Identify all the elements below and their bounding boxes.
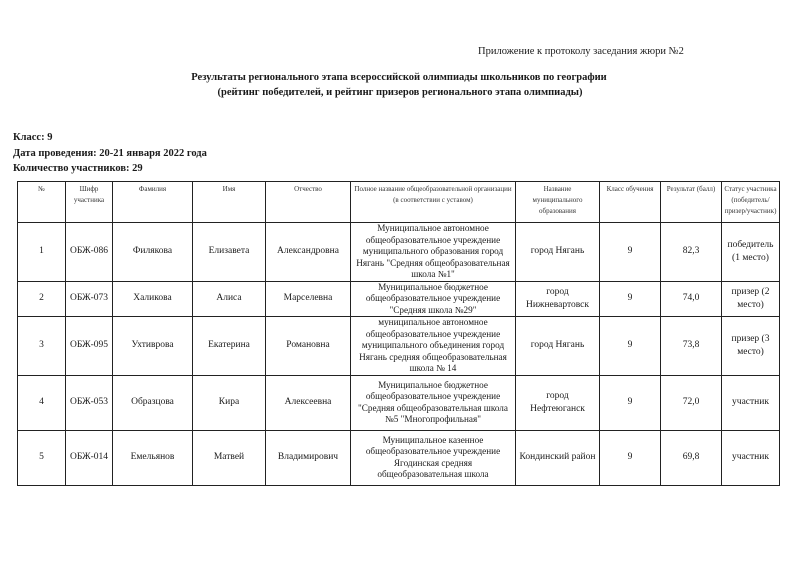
cell-grade: 9 [600,223,661,282]
cell-patronymic: Романовна [266,317,351,376]
cell-organization: Муниципальное бюджетное общеобразовательное учреждение "Средняя школа №29" [351,281,516,317]
cell-code: ОБЖ-073 [66,281,113,317]
meta-info [13,130,207,177]
cell-score: 74,0 [661,281,722,317]
table-row [18,375,780,430]
cell-municipality: город Нягань [516,317,600,376]
cell-surname: Халикова [113,281,193,317]
title-line-1: Результаты регионального этапа всероссийской олимпиады школьников по географии [191,72,607,83]
cell-organization: муниципальное автономное общеобразовательное учреждение муниципального объединения город Нягань средняя общеобразовательная школа № 14 [351,317,516,376]
cell-patronymic: Марселевна [266,281,351,317]
cell-score: 69,8 [661,430,722,485]
cell-grade: 9 [600,430,661,485]
cell-organization: Муниципальное казенное общеобразовательное учреждение Ягодинская средняя общеобразовательная школа [351,430,516,485]
cell-patronymic: Владимирович [266,430,351,485]
cell-municipality: Кондинский район [516,430,600,485]
cell-surname: Ухтиврова [113,317,193,376]
participants-label: Количество участников: 29 [13,163,143,174]
table-row [18,430,780,485]
header-surname: Фамилия [113,182,193,223]
header-code: Шифр участника [66,182,113,223]
cell-score: 82,3 [661,223,722,282]
title-line-2: (рейтинг победителей, и рейтинг призеров регионального этапа олимпиады) [217,87,583,98]
cell-patronymic: Алексеевна [266,375,351,430]
cell-score: 73,8 [661,317,722,376]
cell-organization: Муниципальное автономное общеобразовательное учреждение муниципального образования город Нягань "Средняя общеобразовательная школа №1" [351,223,516,282]
header-num: № [18,182,66,223]
cell-grade: 9 [600,375,661,430]
cell-status: победитель (1 место) [722,223,780,282]
cell-code: ОБЖ-053 [66,375,113,430]
cell-num: 2 [18,281,66,317]
header-grade: Класс обучения [600,182,661,223]
table-row [18,223,780,282]
document-title [0,70,800,100]
date-label: Дата проведения: 20-21 января 2022 года [13,147,207,159]
cell-surname: Филякова [113,223,193,282]
header-organization: Полное название общеобразовательной организации (в соответствии с уставом) [351,182,516,223]
cell-name: Алиса [193,281,266,317]
cell-municipality: город Нефтеюганск [516,375,600,430]
header-municipality: Название муниципального образования [516,182,600,223]
cell-status: призер (3 место) [722,317,780,376]
cell-name: Кира [193,375,266,430]
results-table [17,181,780,486]
cell-num: 3 [18,317,66,376]
cell-name: Матвей [193,430,266,485]
cell-organization: Муниципальное бюджетное общеобразовательное учреждение "Средняя общеобразовательная школа №5 "Многопрофильная" [351,375,516,430]
cell-municipality: город Нижневартовск [516,281,600,317]
header-patronymic: Отчество [266,182,351,223]
appendix-note: Приложение к протоколу заседания жюри №2 [478,46,684,57]
cell-code: ОБЖ-014 [66,430,113,485]
cell-patronymic: Александровна [266,223,351,282]
cell-status: призер (2 место) [722,281,780,317]
cell-score: 72,0 [661,375,722,430]
table-row [18,317,780,376]
cell-code: ОБЖ-095 [66,317,113,376]
header-score: Результат (балл) [661,182,722,223]
cell-surname: Образцова [113,375,193,430]
cell-num: 5 [18,430,66,485]
cell-name: Елизавета [193,223,266,282]
cell-surname: Емельянов [113,430,193,485]
cell-name: Екатерина [193,317,266,376]
cell-grade: 9 [600,281,661,317]
cell-code: ОБЖ-086 [66,223,113,282]
cell-num: 1 [18,223,66,282]
cell-status: участник [722,430,780,485]
cell-municipality: город Нягань [516,223,600,282]
table-row [18,281,780,317]
table-header-row [18,182,780,223]
class-label: Класс: 9 [13,132,53,143]
header-name: Имя [193,182,266,223]
cell-status: участник [722,375,780,430]
cell-grade: 9 [600,317,661,376]
cell-num: 4 [18,375,66,430]
header-status: Статус участника (победитель/призер/участник) [722,182,780,223]
